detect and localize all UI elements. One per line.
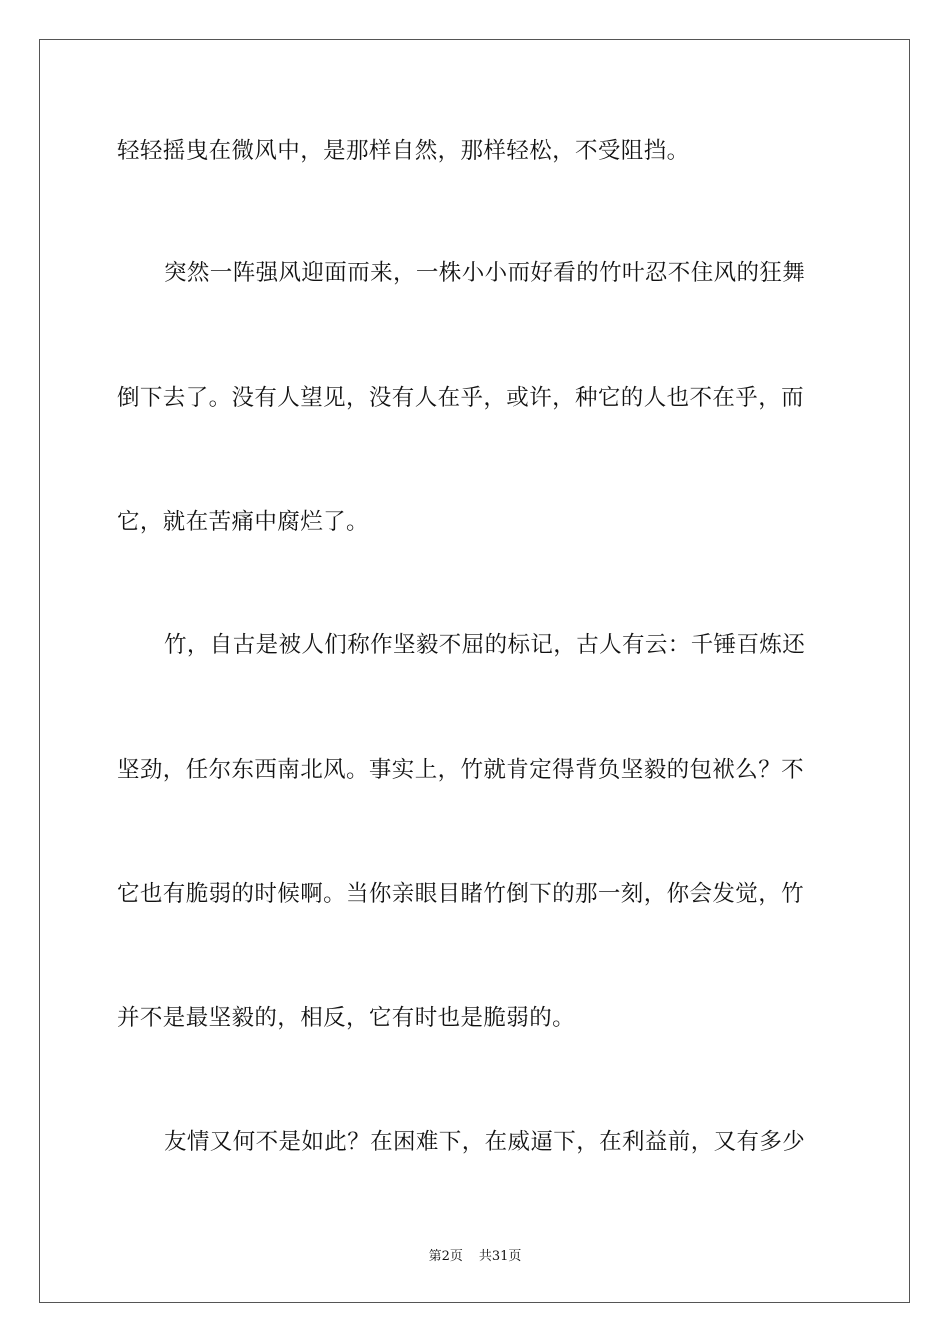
text-line-1: 轻轻摇曳在微风中，是那样自然，那样轻松，不受阻挡。 [117, 138, 690, 164]
page-footer [0, 1248, 950, 1266]
text-line-4: 它，就在苦痛中腐烂了。 [117, 509, 369, 535]
text-line-7: 它也有脆弱的时候啊。当你亲眼目睹竹倒下的那一刻，你会发觉，竹 [117, 881, 805, 907]
text-line-3: 倒下去了。没有人望见，没有人在乎，或许，种它的人也不在乎，而 [117, 385, 805, 411]
page-number: 第2页 [428, 1249, 463, 1264]
page-total: 共31页 [478, 1249, 522, 1264]
page-border [39, 39, 910, 1303]
text-line-5: 竹，自古是被人们称作坚毅不屈的标记，古人有云：千锤百炼还 [164, 632, 806, 658]
text-line-6: 坚劲，任尔东西南北风。事实上，竹就肯定得背负坚毅的包袱么？不 [117, 757, 805, 783]
text-line-8: 并不是最坚毅的，相反，它有时也是脆弱的。 [117, 1005, 576, 1031]
text-line-2: 突然一阵强风迎面而来，一株小小而好看的竹叶忍不住风的狂舞 [164, 260, 806, 286]
text-line-9: 友情又何不是如此？在困难下，在威逼下，在利益前，又有多少 [164, 1129, 806, 1155]
